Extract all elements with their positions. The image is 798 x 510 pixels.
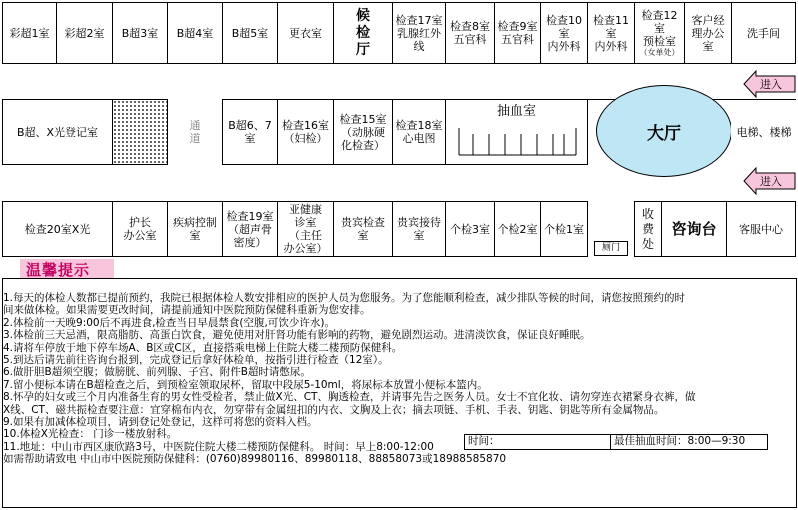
room-exam-16: 检查16室 （妇检）	[277, 99, 334, 165]
note-line: 4.请将车停放于地下停车场A、B区或C区，直接搭乘电梯上住院大楼二楼预防保健科。	[3, 341, 403, 354]
room-exam-20: 检查20室X光	[2, 201, 113, 257]
entry-label-bottom: 进入	[760, 175, 782, 188]
room-bchao-6-7: B超6、7 室	[222, 99, 278, 165]
exam-12-note: （女单处）	[639, 47, 680, 57]
room-vip-reception: 贵宾接待 室	[392, 201, 446, 257]
room-caichao-1: 彩超1室	[2, 2, 57, 64]
passage: 通 道	[168, 99, 222, 165]
note-line: 9.如果有加减体检项目，请到登记处登记，这样可将您的资料入档。	[3, 416, 318, 429]
room-exam-12	[634, 2, 685, 64]
exam-12-label: 检查12 室 预检室	[641, 8, 678, 48]
room-hatched	[112, 99, 168, 165]
note-line: 间来做体检。如果需要更改时间，请提前通知中医院预防保健科重新为您安排。	[3, 304, 371, 317]
room-exam-11: 检查11 室 内外科	[587, 2, 635, 64]
note-line: 10.体检X光检查： 门诊一楼放射科。	[3, 428, 178, 441]
note-line: 1.每天的体检人数都已提前预约，我院已根据体检人数安排相应的医护人员为您服务。为了您能顺利检查，减少排队等候的时间，请您按照预约的时	[3, 292, 686, 304]
note-line: 如需帮助请致电 中山市中医院预防保健科：(0760)89980116、89980118、88858073或18988585870	[3, 453, 507, 466]
blood-room-label: 抽血室	[496, 104, 536, 119]
main-hall-label: 大厅	[647, 123, 681, 144]
room-vip-exam: 贵宾检查 室	[333, 201, 393, 257]
room-exam-18: 检查18室 心电图	[392, 99, 446, 165]
room-subhealth-clinic: 亚健康 诊室 （主任 办公室）	[277, 201, 334, 257]
elevator-stairs: 电梯、楼梯	[731, 115, 797, 149]
main-hall	[596, 85, 732, 177]
room-waiting-hall: 候 检 厅	[333, 2, 393, 64]
note-line: 5.到达后请先前往咨询台报到，完成登记后拿好体检单，按指引进行检查（12室）。	[3, 354, 389, 367]
room-exam-15: 检查15室 （动脉硬 化检查）	[333, 99, 393, 165]
room-caichao-2: 彩超2室	[56, 2, 113, 64]
note-line: 2.体检前一天晚9:00后不再进食,检查当日早晨禁食(空腹,可饮少许水)。	[3, 316, 335, 329]
time-box: 时间：	[464, 434, 612, 450]
room-single-3: 个检3室	[445, 201, 495, 257]
room-customer-center: 客服中心	[726, 201, 796, 257]
room-bchao-4: B超4室	[167, 2, 223, 64]
room-client-manager: 客户经 理办公 室	[684, 2, 732, 64]
blood-counter	[458, 126, 578, 156]
room-exam-17: 检查17室 乳腺红外 线	[392, 2, 446, 64]
side-toilet: 厕门	[594, 241, 628, 256]
cashier: 收 费 处	[634, 201, 662, 257]
room-bchao-3: B超3室	[112, 2, 168, 64]
note-line: 11.地址：中山市西区康欣路3号，中医院住院大楼二楼预防保健科。 时间：早上8:00-12:00	[3, 440, 434, 453]
room-registration: B超、X光登记室	[2, 99, 113, 165]
note-line: 7.留小便标本请在B超检查之后，到预检室领取尿杯，留取中段尿5-10ml，将尿标本放置小便标本篮内。	[3, 378, 488, 391]
room-disease-control: 疾病控制 室	[167, 201, 223, 257]
room-head-nurse: 护长 办公室	[112, 201, 168, 257]
hallway-lower	[2, 164, 596, 202]
room-single-2: 个检2室	[494, 201, 541, 257]
note-line: 8.怀孕的妇女或三个月内准备生育的男女性受检者，禁止做X光、CT、胸透检查，并请事先告之医务人员。女士不宜化妆、请勿穿连衣裙紧身衣裤，做	[3, 391, 696, 404]
entry-label-top: 进入	[760, 78, 782, 91]
consultation-desk: 咨询台	[661, 201, 727, 257]
note-line: 3.体检前三天忌酒，限高脂肪、高蛋白饮食，避免使用对肝肾功能有影响的药物，避免剧烈运动。进清淡饮食，保证良好睡眠。	[3, 329, 591, 342]
best-blood-time: 最佳抽血时间：8:00—9:30	[610, 434, 768, 450]
tips-title: 温馨提示	[26, 261, 91, 279]
room-exam-9: 检查9室 五官科	[494, 2, 541, 64]
note-line: X线、CT、磁共振检查要注意：宜穿棉布内衣，勿穿带有金属纽扣的内衣、文胸及上衣；摘去项链、手机、手表、钥匙、钥匙等所有金属物品。	[3, 403, 665, 416]
room-exam-8: 检查8室 五官科	[445, 2, 495, 64]
note-line: 6.做肝胆B超须空腹；做膀胱、前列腺、子宫、附件B超时请憋尿。	[3, 366, 311, 379]
room-changing: 更衣室	[277, 2, 334, 64]
room-washroom: 洗手间	[731, 2, 796, 64]
room-exam-19: 检查19室 （超声骨 密度）	[222, 201, 278, 257]
room-exam-10: 检查10 室 内外科	[540, 2, 588, 64]
room-single-1: 个检1室	[540, 201, 588, 257]
room-bchao-5: B超5室	[222, 2, 278, 64]
